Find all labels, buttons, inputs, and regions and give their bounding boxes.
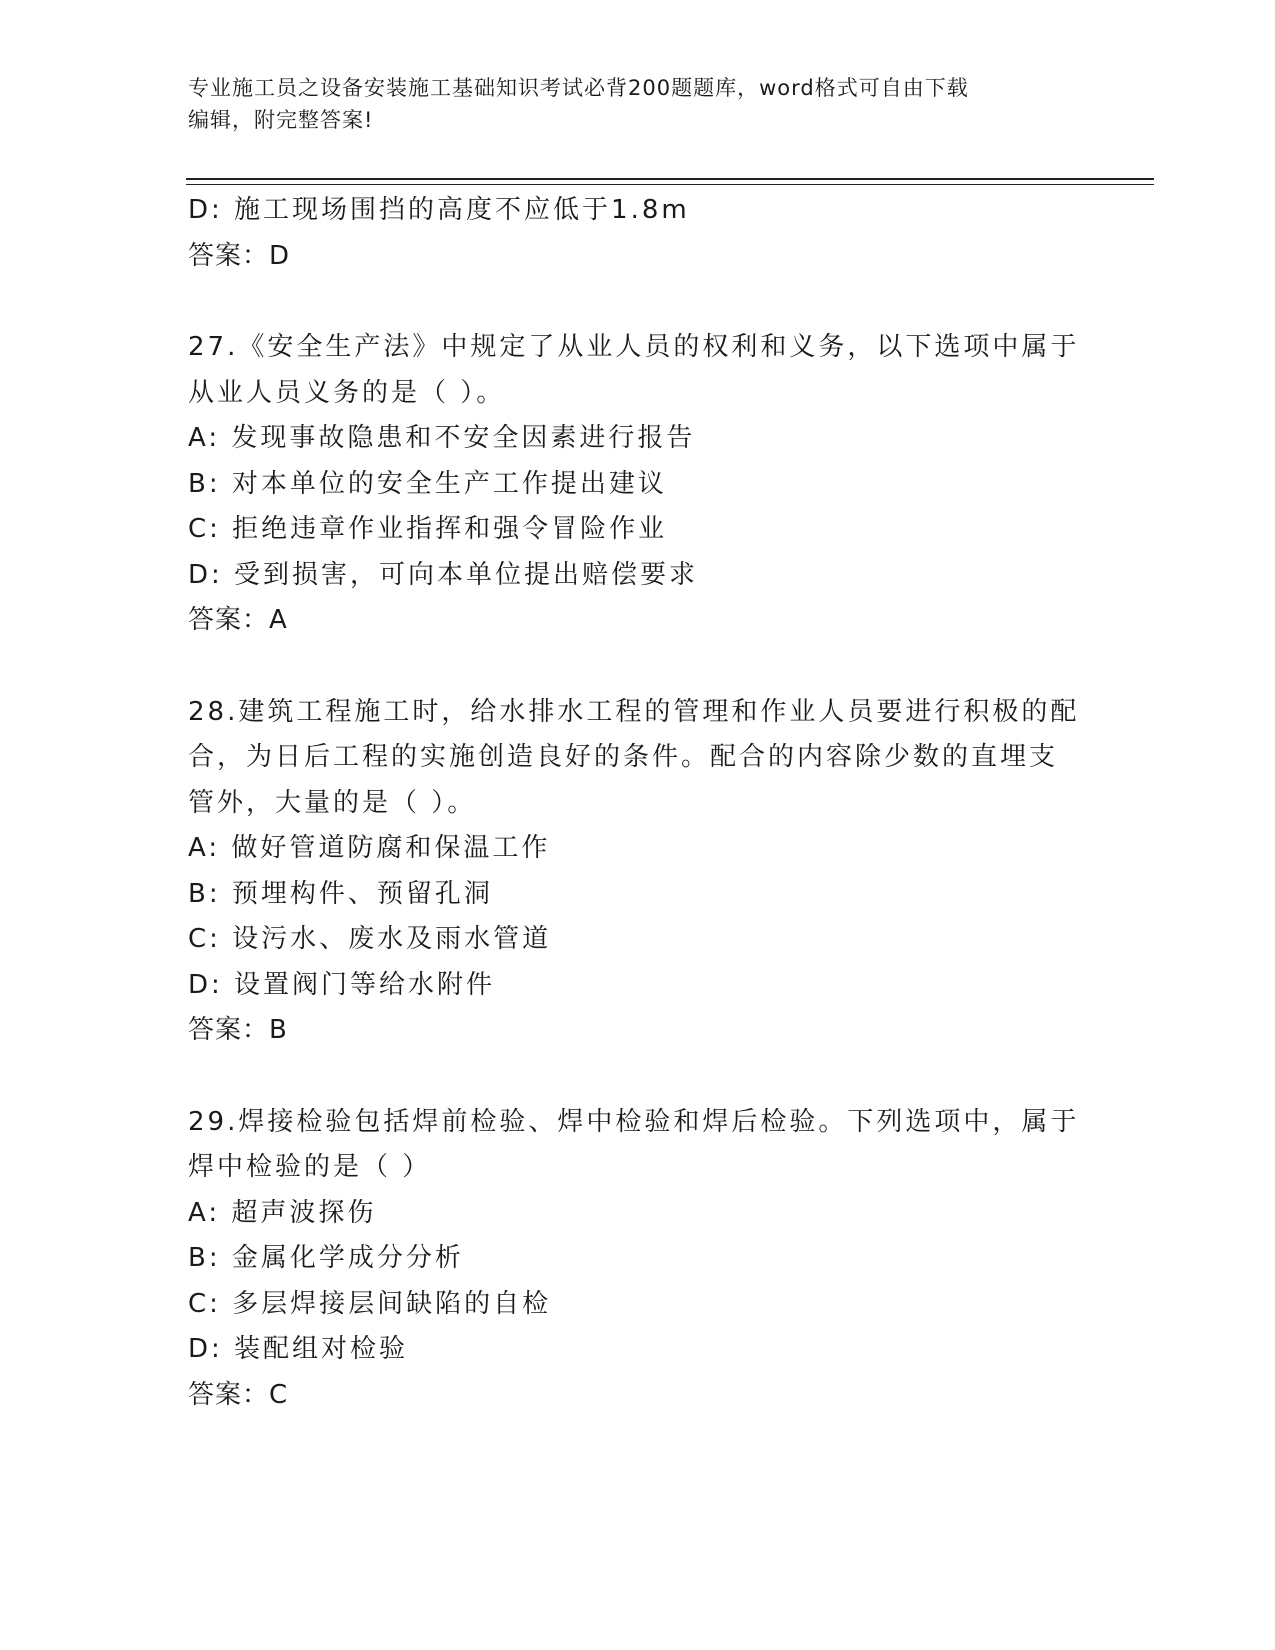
question-stem: 27.《安全生产法》中规定了从业人员的权利和义务，以下选项中属于 bbox=[188, 332, 1080, 362]
option-d: D: 装配组对检验 bbox=[188, 1334, 409, 1364]
option-a: A: 超声波探伤 bbox=[188, 1197, 377, 1228]
option-c: C: 拒绝违章作业指挥和强令冒险作业 bbox=[188, 514, 668, 544]
option-b: B: 预埋构件、预留孔洞 bbox=[188, 878, 493, 909]
option-c: C: 多层焊接层间缺陷的自检 bbox=[188, 1288, 552, 1319]
question-stem: 28.建筑工程施工时，给水排水工程的管理和作业人员要进行积极的配 bbox=[188, 696, 1080, 727]
header-divider-thin bbox=[186, 184, 1154, 185]
option-c: C: 设污水、废水及雨水管道 bbox=[188, 924, 552, 954]
question-stem: 焊中检验的是（ ） bbox=[188, 1152, 432, 1182]
question-stem: 从业人员义务的是（ ）。 bbox=[188, 377, 506, 408]
question-stem: 合，为日后工程的实施创造良好的条件。配合的内容除少数的直埋支 bbox=[188, 742, 1059, 772]
header-title-line-1: 专业施工员之设备安装施工基础知识考试必背200题题库，word格式可自由下载 bbox=[188, 76, 969, 100]
header-title-line-2: 编辑，附完整答案! bbox=[188, 108, 374, 132]
spacer bbox=[188, 644, 1088, 690]
header-divider-thick bbox=[186, 178, 1154, 180]
question-28 bbox=[188, 690, 1088, 1054]
answer-line: 答案：C bbox=[188, 1379, 289, 1410]
option-b: B: 金属化学成分分析 bbox=[188, 1243, 464, 1273]
spacer bbox=[188, 1054, 1088, 1100]
option-a: A: 做好管道防腐和保温工作 bbox=[188, 833, 551, 863]
answer-line: 答案：D bbox=[188, 240, 291, 271]
option-d: D: 设置阀门等给水附件 bbox=[188, 969, 496, 1000]
option-b: B: 对本单位的安全生产工作提出建议 bbox=[188, 468, 667, 499]
spacer bbox=[188, 279, 1088, 325]
question-29 bbox=[188, 1100, 1088, 1419]
question-stem: 29.焊接检验包括焊前检验、焊中检验和焊后检验。下列选项中，属于 bbox=[188, 1106, 1080, 1137]
carry-over-question bbox=[188, 188, 1088, 279]
answer-line: 答案：B bbox=[188, 1015, 288, 1045]
question-27 bbox=[188, 325, 1088, 644]
question-stem: 管外，大量的是（ ）。 bbox=[188, 787, 477, 818]
option-d: D: 施工现场围挡的高度不应低于1.8m bbox=[188, 195, 690, 225]
question-list bbox=[188, 188, 1088, 1418]
answer-line: 答案：A bbox=[188, 605, 288, 635]
option-d: D: 受到损害，可向本单位提出赔偿要求 bbox=[188, 559, 699, 590]
document-header bbox=[188, 72, 1088, 136]
option-a: A: 发现事故隐患和不安全因素进行报告 bbox=[188, 423, 696, 453]
